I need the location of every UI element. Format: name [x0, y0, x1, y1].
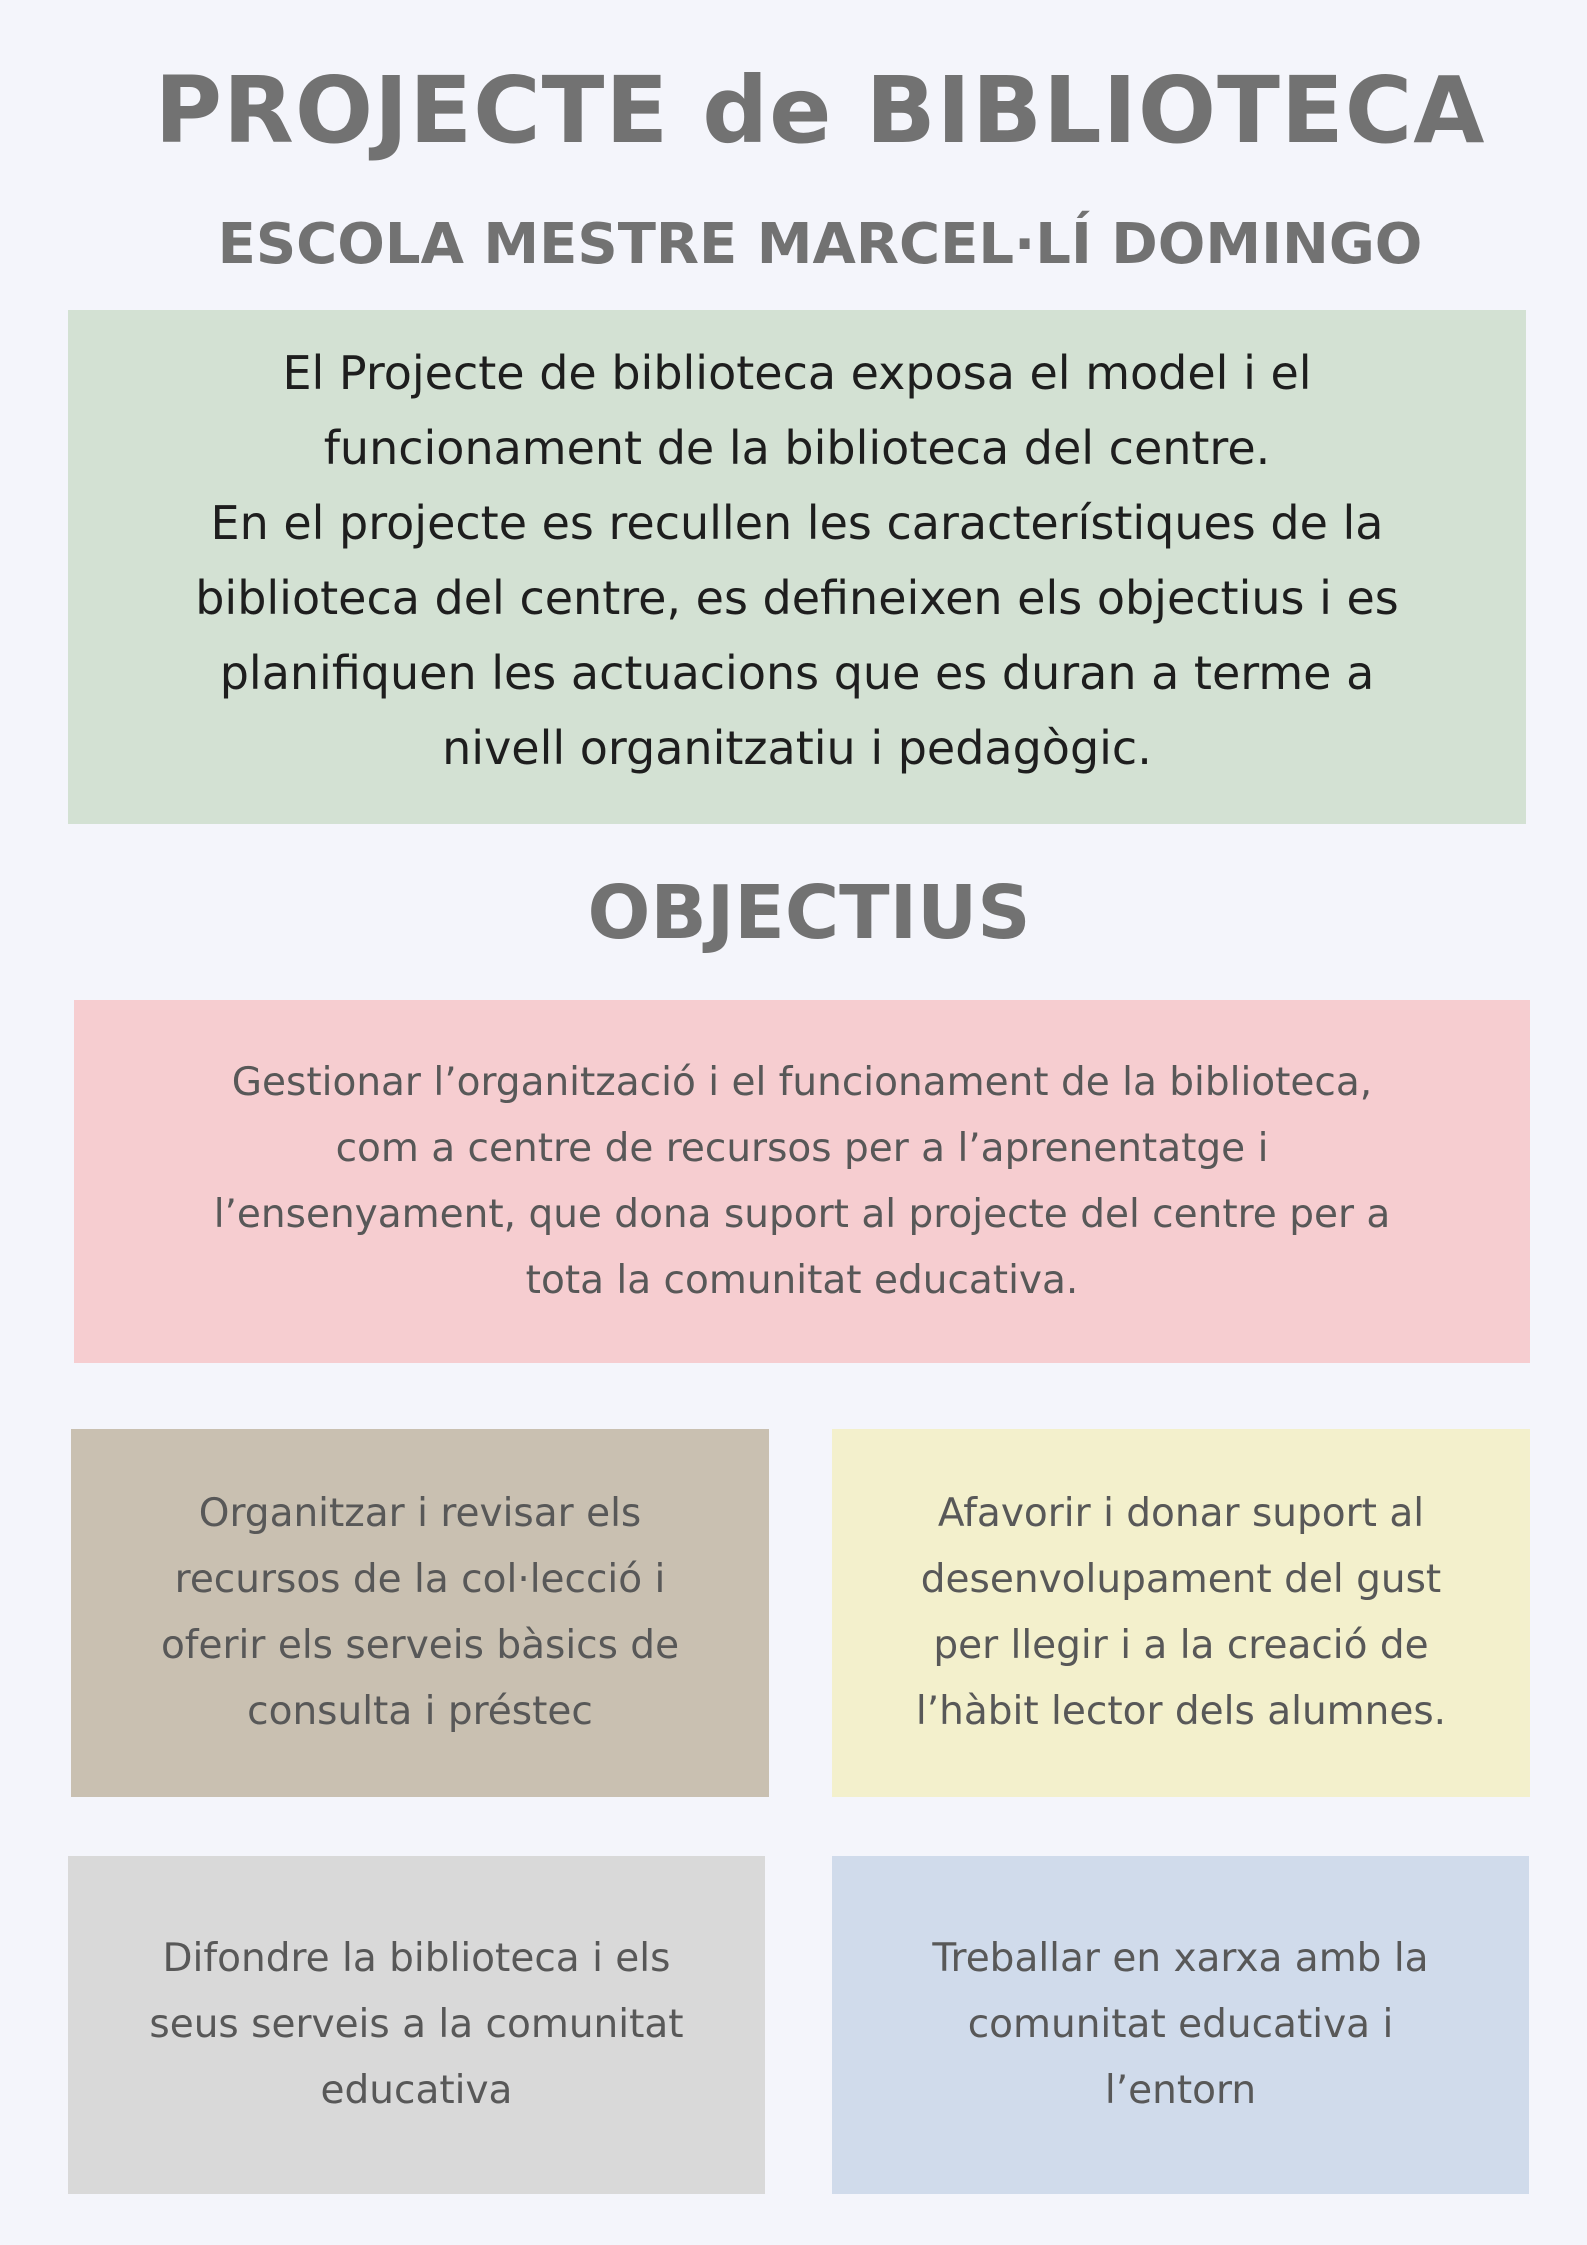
objective-line: Treballar en xarxa amb la — [932, 1936, 1429, 1981]
objective-box-dissemination — [68, 1856, 765, 2194]
objective-line: desenvolupament del gust — [920, 1557, 1442, 1602]
objective-line: l’hàbit lector dels alumnes. — [915, 1689, 1447, 1734]
objective-line: consulta i préstec — [247, 1689, 593, 1734]
intro-line: planifiquen les actuacions que es duran a terme a — [219, 646, 1375, 700]
objective-line: seus serveis a la comunitat — [149, 2002, 684, 2047]
intro-line: biblioteca del centre, es defineixen els objectius i es — [195, 571, 1399, 625]
objective-line: per llegir i a la creació de — [933, 1623, 1429, 1668]
objective-line: l’entorn — [1104, 2068, 1257, 2113]
objective-line: l’ensenyament, que dona suport al projecte del centre per a — [213, 1191, 1391, 1237]
objective-line: recursos de la col·lecció i — [174, 1557, 666, 1602]
page-title: PROJECTE de BIBLIOTECA — [154, 57, 1486, 164]
objective-box-collection — [71, 1429, 769, 1797]
objective-line: comunitat educativa i — [967, 2002, 1394, 2047]
school-name: ESCOLA MESTRE MARCEL·LÍ DOMINGO — [217, 212, 1423, 277]
intro-line: funcionament de la biblioteca del centre. — [323, 421, 1271, 475]
objective-line: educativa — [320, 2068, 513, 2113]
objective-line: tota la comunitat educativa. — [525, 1257, 1079, 1303]
intro-line: En el projecte es recullen les característiques de la — [210, 496, 1384, 550]
objective-line: Difondre la biblioteca i els — [162, 1936, 671, 1981]
objective-box-networking — [832, 1856, 1529, 2194]
objective-main-box — [74, 1000, 1530, 1363]
intro-line: nivell organitzatiu i pedagògic. — [442, 721, 1152, 775]
objective-line: Gestionar l’organització i el funcionament de la biblioteca, — [231, 1059, 1373, 1105]
intro-box — [68, 310, 1526, 824]
objective-line: com a centre de recursos per a l’aprenentatge i — [335, 1125, 1269, 1171]
objective-box-reading-habit — [832, 1429, 1530, 1797]
objective-line: oferir els serveis bàsics de — [160, 1623, 680, 1668]
objective-line: Afavorir i donar suport al — [937, 1491, 1425, 1536]
objectives-heading: OBJECTIUS — [587, 870, 1031, 956]
objective-line: Organitzar i revisar els — [198, 1491, 642, 1536]
intro-line: El Projecte de biblioteca exposa el model i el — [282, 346, 1312, 400]
